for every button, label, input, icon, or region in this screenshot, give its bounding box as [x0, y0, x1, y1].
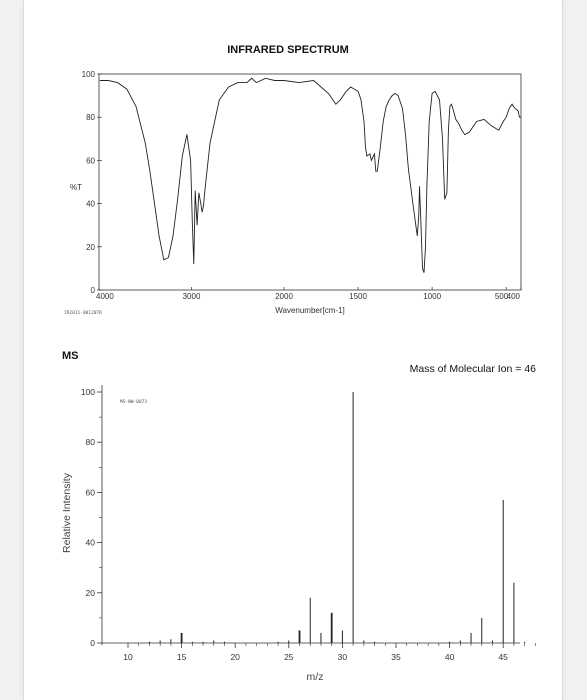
spectra-svg [24, 0, 562, 700]
ms-x-tick-label: 40 [444, 652, 455, 662]
spectra-sheet [24, 0, 562, 700]
ms-section-label: MS [62, 350, 79, 362]
ir-x-tick-label: 1500 [349, 292, 367, 301]
ms-bars [149, 392, 524, 643]
ms-y-ticks [81, 387, 102, 648]
ms-x-tick-label: 25 [284, 652, 294, 662]
ir-x-label: Wavenumber[cm-1] [275, 306, 345, 315]
ir-x-tick-label: 2000 [275, 292, 293, 301]
ms-code: MS-NW-0073 [120, 400, 148, 405]
ms-y-tick-label: 40 [85, 537, 95, 548]
ir-x-tick-label: 400 [506, 292, 520, 301]
ir-x-tick-label: 500 [494, 292, 509, 301]
ir-y-tick-label: 40 [86, 199, 95, 209]
ir-frame [99, 74, 521, 290]
ir-x-tick-label: 4000 [96, 292, 114, 301]
ms-x-tick-label: 45 [498, 652, 508, 662]
ir-y-label: %T [70, 183, 82, 192]
ms-x-tick-label: 20 [230, 652, 240, 662]
ms-y-tick-label: 100 [80, 387, 95, 397]
ir-x-tick-label: 3000 [182, 292, 201, 301]
ms-y-label: Relative Intensity [61, 473, 73, 553]
ms-x-tick-label: 15 [176, 652, 187, 662]
ir-code: IR2011-00120TK [64, 311, 102, 316]
ms-y-tick-label: 60 [85, 487, 95, 498]
ir-y-tick-label: 100 [81, 70, 95, 79]
ir-spectrum-line [100, 78, 521, 272]
ir-y-tick-label: 0 [90, 286, 95, 295]
ir-y-tick-label: 80 [86, 113, 95, 123]
ms-x-ticks [123, 643, 535, 662]
ir-x-tick-label: 1000 [423, 292, 442, 301]
molecular-ion-note: Mass of Molecular Ion = 46 [409, 363, 536, 375]
ir-y-tick-label: 20 [86, 242, 95, 252]
ms-plot [81, 385, 536, 662]
ms-x-tick-label: 30 [337, 652, 348, 662]
ir-title: INFRARED SPECTRUM [227, 44, 349, 56]
ms-x-tick-label: 35 [391, 652, 401, 662]
ms-y-tick-label: 20 [85, 587, 95, 598]
ms-x-label: m/z [306, 671, 324, 683]
ms-y-tick-label: 0 [90, 638, 95, 648]
ir-y-tick-label: 60 [86, 156, 95, 166]
ir-x-ticks [96, 287, 521, 301]
ms-x-tick-label: 10 [123, 652, 133, 662]
ir-plot [82, 70, 521, 301]
ms-y-tick-label: 80 [85, 437, 95, 448]
